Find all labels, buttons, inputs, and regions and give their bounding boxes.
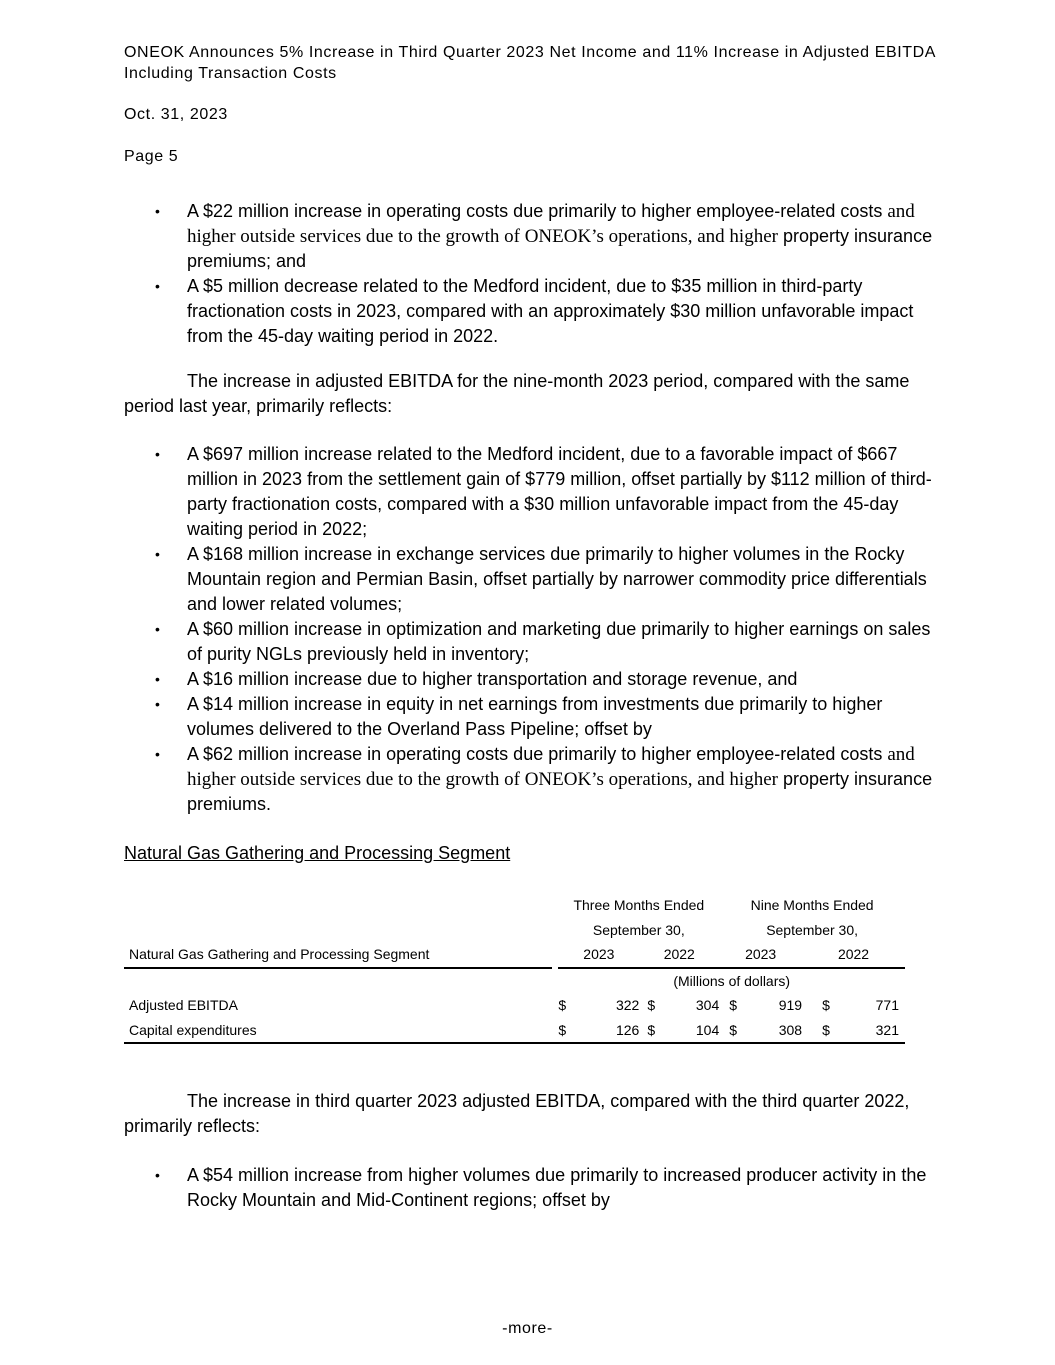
bullet-text: and higher outside services due to the growth of ONEOK’s operations, and higher	[187, 744, 915, 790]
table-cell: 304	[695, 997, 720, 1014]
table-header-row	[124, 893, 905, 918]
paragraph-third-quarter: The increase in third quarter 2023 adjusted EBITDA, compared with the third quarter 2022, primarily reflects:	[124, 1091, 910, 1136]
bullet-text: A $697 million increase related to the Medford incident, due to a favorable impact of $667 million in 2023 from the settlement gain of $779 million, offset partially by $112 million of third-party fractionation costs, compared with a $30 million unfavorable impact from the 45-day waiting period in 2022;	[187, 444, 932, 539]
table-row-header: Natural Gas Gathering and Processing Segment	[124, 942, 552, 968]
table-row	[124, 1018, 905, 1044]
bullet-text: and higher outside services due to the growth of ONEOK’s operations, and higher	[187, 201, 915, 247]
currency-symbol: $	[802, 1018, 845, 1044]
bullet-text: A $22 million increase in operating costs due primarily to higher employee-related costs	[187, 201, 883, 221]
table-cell: 919	[778, 997, 803, 1014]
row-label: Adjusted EBITDA	[129, 997, 238, 1014]
bullet-icon: •	[155, 1167, 160, 1183]
row-label: Capital expenditures	[124, 1018, 552, 1044]
year-header: 2022	[802, 942, 905, 968]
list-item	[124, 1163, 934, 1213]
paragraph-nine-month: The increase in adjusted EBITDA for the nine-month 2023 period, compared with the same period last year, primarily reflects:	[124, 371, 910, 416]
year-header: 2023	[719, 942, 802, 968]
list-item	[124, 542, 934, 617]
list-item	[124, 742, 934, 817]
document-title: ONEOK Announces 5% Increase in Third Quarter 2023 Net Income and 11% Increase in Adjusted EBITDA Including Transaction Costs	[124, 44, 936, 82]
bullet-icon: •	[155, 696, 160, 712]
document-date: Oct. 31, 2023	[124, 106, 228, 123]
bullet-text: A $5 million decrease related to the Medford incident, due to $35 million in third-party fractionation costs in 2023, compared with an approximately $30 million unfavorable impact from the 45-day waiting period in 2022.	[187, 276, 914, 346]
bullet-list-nine-month	[124, 442, 934, 817]
bullet-icon: •	[155, 746, 160, 762]
table-cell: 126	[578, 1018, 639, 1044]
three-months-header: Three Months Ended	[573, 897, 705, 914]
segment-financial-table	[124, 893, 905, 1044]
table-cell: 308	[749, 1018, 802, 1044]
list-item	[124, 199, 934, 274]
table-row	[124, 993, 905, 1018]
bullet-text: A $168 million increase in exchange services due primarily to higher volumes in the Rocky Mountain region and Permian Basin, offset partially by narrower commodity price differentials and lower related volumes;	[187, 544, 927, 614]
year-header: 2022	[639, 942, 719, 968]
currency-symbol: $	[558, 997, 567, 1014]
table-units-row	[124, 968, 905, 994]
bullet-list-third-quarter	[124, 1163, 934, 1213]
bullet-text: property insurance premiums.	[187, 769, 933, 814]
units-label: (Millions of dollars)	[673, 972, 791, 989]
bullet-icon: •	[155, 203, 160, 219]
bullet-icon: •	[155, 671, 160, 687]
bullet-text: A $16 million increase due to higher transportation and storage revenue, and	[187, 669, 798, 689]
bullet-text: A $62 million increase in operating costs due primarily to higher employee-related costs	[187, 744, 883, 764]
currency-symbol: $	[639, 1018, 667, 1044]
list-item	[124, 274, 934, 349]
bullet-text: property insurance premiums; and	[187, 226, 933, 271]
table-cell: 322	[615, 997, 640, 1014]
currency-symbol: $	[647, 997, 656, 1014]
currency-symbol: $	[719, 1018, 749, 1044]
bullet-icon: •	[155, 446, 160, 462]
bullet-list-top	[124, 199, 934, 349]
list-item	[124, 442, 934, 542]
bullet-text: A $60 million increase in optimization and marketing due primarily to higher earnings on sales of purity NGLs previously held in inventory;	[187, 619, 931, 664]
section-heading: Natural Gas Gathering and Processing Segment	[124, 843, 511, 863]
continuation-marker: -more-	[502, 1320, 553, 1337]
currency-symbol: $	[822, 997, 830, 1014]
table-cell: 771	[875, 997, 899, 1014]
page-number: Page 5	[124, 148, 179, 165]
three-months-subheader: September 30,	[592, 921, 685, 938]
bullet-text: A $14 million increase in equity in net earnings from investments due primarily to higher volumes delivered to the Overland Pass Pipeline; offset by	[187, 694, 883, 739]
bullet-icon: •	[155, 278, 160, 294]
bullet-icon: •	[155, 546, 160, 562]
list-item	[124, 692, 934, 742]
bullet-icon: •	[155, 621, 160, 637]
table-header-row	[124, 918, 905, 943]
bullet-text: A $54 million increase from higher volumes due primarily to increased producer activity in the Rocky Mountain and Mid-Continent regions; offset by	[187, 1165, 927, 1210]
list-item	[124, 617, 934, 667]
nine-months-subheader: September 30,	[766, 921, 859, 938]
currency-symbol: $	[558, 1018, 578, 1044]
table-cell: 321	[845, 1018, 905, 1044]
currency-symbol: $	[729, 997, 738, 1014]
nine-months-header: Nine Months Ended	[750, 897, 874, 914]
list-item	[124, 667, 934, 692]
table-cell: 104	[667, 1018, 719, 1044]
table-header-row	[124, 942, 905, 968]
year-header: 2023	[558, 942, 639, 968]
